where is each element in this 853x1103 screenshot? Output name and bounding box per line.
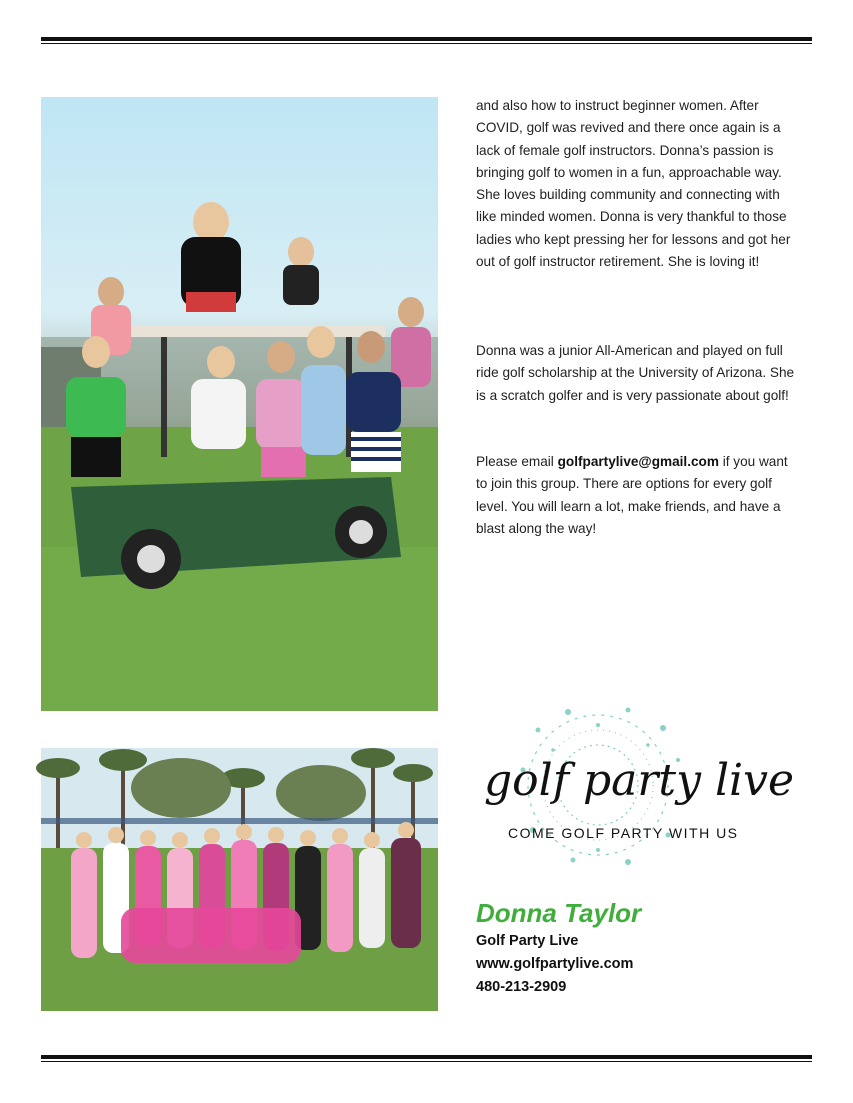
logo-tagline: COME GOLF PARTY WITH US: [508, 825, 739, 841]
paragraph-text: Donna was a junior All-American and played on full ride golf scholarship at the University of Arizona. She is a scratch golfer and is very passionate about golf!: [476, 343, 795, 403]
bottom-divider: [41, 1055, 812, 1062]
contact-company: Golf Party Live: [476, 933, 579, 949]
contact-name: Donna Taylor: [476, 898, 642, 928]
logo-wordmark: golf party live: [484, 755, 794, 806]
paragraph-text-end: if you want to join this group. There are options for every golf level. You will learn a lot, make friends, and have a blast along the way!: [476, 454, 788, 536]
paragraph-text: and also how to instruct beginner women. After COVID, golf was revived and there once again is a lack of female golf instructors. Donna’s passion is bringing golf to women in a fun, approachable way. She loves building community and connecting with like minded women. Donna is very thankful to those ladies who kept pressing her for lessons and got her out of golf instructor retirement. She is loving it!: [476, 98, 791, 270]
paragraph-text-start: Please email: [476, 454, 558, 469]
golf-cart-group-photo: [41, 97, 438, 711]
article-paragraph-2: [476, 340, 796, 407]
article-paragraph-1: [476, 95, 796, 273]
top-divider: [41, 37, 812, 44]
group-photo-golf-course: [41, 748, 438, 1011]
email-link[interactable]: golfpartylive@gmail.com: [557, 454, 719, 469]
article-paragraph-3: [476, 451, 796, 540]
golf-party-live-logo: [478, 700, 794, 875]
contact-phone: 480-213-2909: [476, 979, 567, 995]
contact-block: [476, 896, 816, 999]
paragraph-text: [476, 451, 796, 540]
contact-website-link[interactable]: www.golfpartylive.com: [476, 956, 634, 972]
